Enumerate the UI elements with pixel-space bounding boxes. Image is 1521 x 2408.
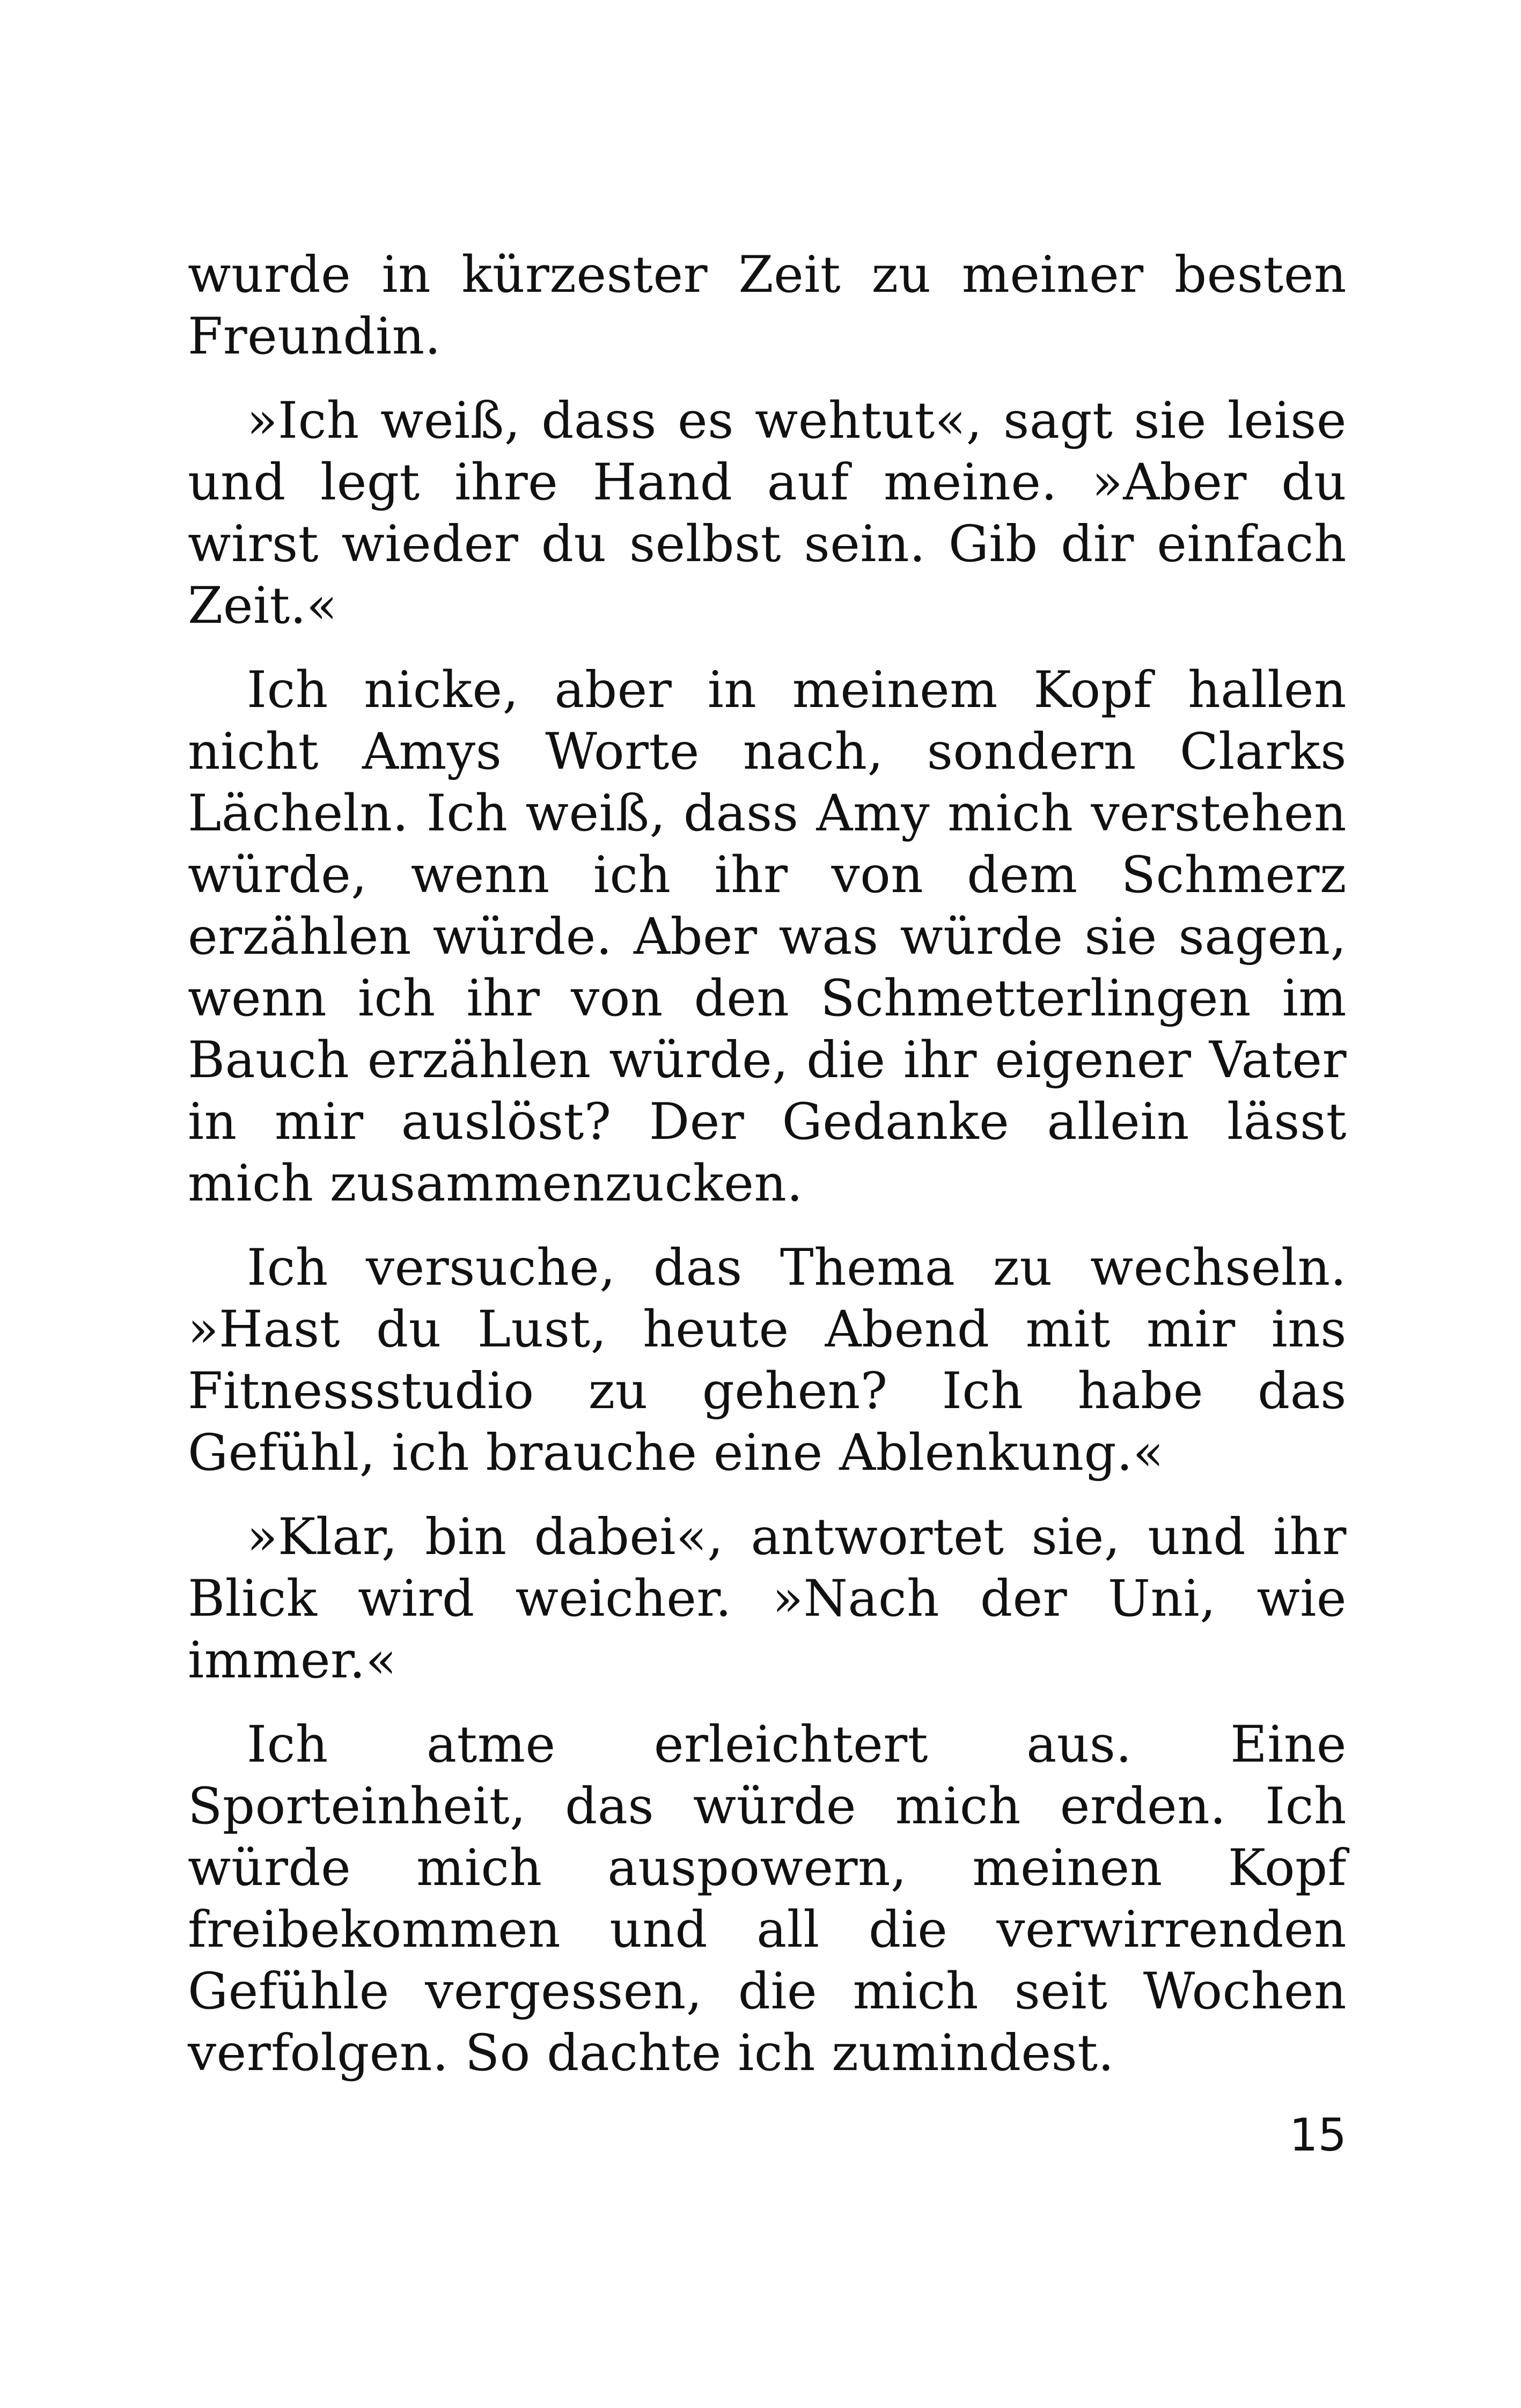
paragraph-6: Ich atme erleichtert aus. Eine Sporteinheit, das würde mich erden. Ich würde mich auspowern, meinen Kopf freibekommen und all die verwirrenden Gefühle vergessen, die mich seit Wochen verfolgen. So dachte ich zumindest. [188, 1715, 1347, 2082]
paragraph-5: »Klar, bin dabei«, antwortet sie, und ihr Blick wird weicher. »Nach der Uni, wie immer.« [188, 1508, 1347, 1690]
paragraph-3: Ich nicke, aber in meinem Kopf hallen nicht Amys Worte nach, sondern Clarks Lächeln. Ich weiß, dass Amy mich verstehen würde, wenn ich ihr von dem Schmerz erzählen würde. Aber was würde sie sagen, wenn ich ihr von den Schmetterlingen im Bauch erzählen würde, die ihr eigener Vater in mir auslöst? Der Gedanke allein lässt mich zusammenzucken. [188, 661, 1347, 1213]
paragraph-continuation: wurde in kürzester Zeit zu meiner besten Freundin. [188, 246, 1347, 366]
paragraph-4: Ich versuche, das Thema zu wechseln. »Hast du Lust, heute Abend mit mir ins Fitnessstudio zu gehen? Ich habe das Gefühl, ich brauche eine Ablenkung.« [188, 1239, 1347, 1482]
page-number: 15 [1289, 2109, 1347, 2161]
paragraph-2: »Ich weiß, dass es wehtut«, sagt sie leise und legt ihre Hand auf meine. »Aber du wirst wieder du selbst sein. Gib dir einfach Zeit.« [188, 392, 1347, 635]
body-text [188, 244, 1347, 2107]
